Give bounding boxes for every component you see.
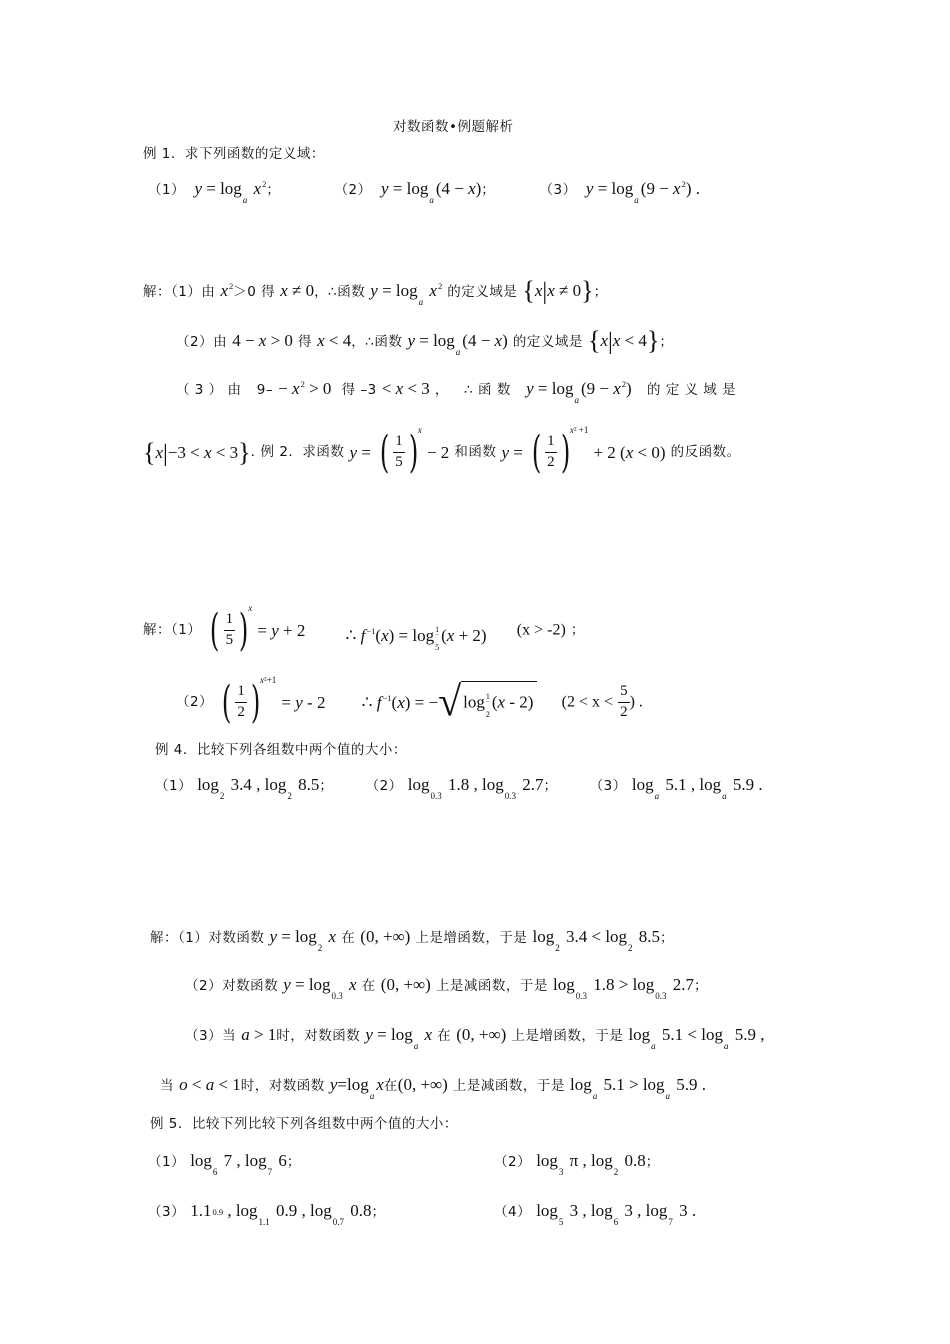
solution-2-line-2: （2） ( $\frac{1}{2}$ )$^{x^2+1}$ = y - 2 ∴ $f^{-1}(x)$ = −√ $\log_{1 ‾ 2}(x - 2) (2 < x$ < $\frac{5}{2}$ ) . xyxy=(176,675,643,728)
example-1-items xyxy=(148,179,700,205)
formula: < x < 3 xyxy=(381,379,430,398)
condition: (2 < x < xyxy=(561,693,613,711)
formula: $y = \log_a(9 - x^2)$ . xyxy=(585,179,700,205)
solution-label: 解：（1）由 xyxy=(143,284,216,300)
text: 9– xyxy=(256,382,274,398)
formula: − $x^2 > 0$ xyxy=(278,379,332,398)
solution-label: 解：（1）对数函数 xyxy=(150,930,265,946)
interval: (0, +∞) xyxy=(456,1025,507,1044)
set-formula: {x|−3 < x < 3} xyxy=(143,437,251,467)
text: （2） xyxy=(176,693,214,710)
text: 的定义域是 xyxy=(512,334,583,350)
text: ； xyxy=(570,621,585,638)
example-5-item-3 xyxy=(148,1201,386,1227)
text: ； xyxy=(593,284,608,300)
page-title: 对数函数•例题解析 xyxy=(393,119,514,135)
text: ，∴函数 xyxy=(314,284,366,300)
solution-4-line-2 xyxy=(185,975,709,1001)
text: 时，对数函数 xyxy=(240,1078,325,1094)
text: 在 xyxy=(361,978,376,994)
solution-1-line-1 xyxy=(143,276,608,307)
text: 的反函数。 xyxy=(670,443,741,460)
text: （3）当 xyxy=(185,1028,237,1044)
item-number: （1） xyxy=(148,182,186,198)
formula: a > 1 xyxy=(241,1025,277,1044)
formula: $y = \log_a x$ xyxy=(365,1025,433,1051)
formula: $\log_3 \pi$ , $\log_2 0.8$； xyxy=(536,1151,660,1177)
formula: $\log_{0.3} 1.8$ , $\log_{0.3} 2.7$； xyxy=(407,775,558,801)
item-number: （3） xyxy=(589,778,627,794)
text: 在 xyxy=(383,1078,398,1094)
formula: ∴ $f^{-1}(x) = \log_{1 ‾ 5}(x + 2)$ xyxy=(345,625,487,652)
formula: y = xyxy=(349,443,371,462)
solution-4-line-3 xyxy=(185,1025,765,1051)
condition: (x > -2) xyxy=(516,621,566,639)
item-number: （2） xyxy=(365,778,403,794)
formula: $y = \log_a(4 - x)$； xyxy=(380,179,496,205)
solution-1-line-3 xyxy=(176,379,737,405)
text: 的定义域是 xyxy=(447,284,518,300)
example-4-heading: 例 4．比较下列各组数中两个值的大小： xyxy=(155,742,407,758)
example-4-items xyxy=(155,775,763,801)
set-formula: {x|x ≠ 0} xyxy=(522,276,594,305)
formula: $y = \log_{0.3} x$ xyxy=(283,975,357,1001)
formula: 4 − x > 0 xyxy=(232,331,293,350)
text: 在 xyxy=(341,930,356,946)
formula: $y = \log_a(9 - x^2)$ xyxy=(526,379,632,405)
formula: $y = \log_a x^2$ xyxy=(370,281,443,307)
example-5-item-4 xyxy=(494,1201,697,1227)
formula: $\log_2 3.4 < \log_2 8.5$； xyxy=(532,927,675,953)
formula: x < 4 xyxy=(317,331,352,350)
text: ＞0 得 xyxy=(233,284,276,300)
text: 得 –3 xyxy=(341,382,377,398)
solution-4-line-4 xyxy=(160,1075,707,1101)
example-2-heading: 例 2．求函数 xyxy=(260,443,345,460)
text: （2）由 xyxy=(176,334,228,350)
item-number: （1） xyxy=(155,778,193,794)
text: ∴ 函 数 xyxy=(464,382,511,398)
formula: $x^2$ xyxy=(220,281,234,300)
formula: $y=\log_ax$ xyxy=(329,1075,384,1101)
formula: x ≠ 0 xyxy=(280,281,315,300)
formula: $\log_6 7$ , $\log_7 6$； xyxy=(190,1151,301,1177)
interval: (0, +∞) xyxy=(360,927,411,946)
formula: o < a < 1 xyxy=(179,1075,241,1094)
solution-4-line-1 xyxy=(150,927,675,953)
formula: $y = \log_a x^2$； xyxy=(194,179,281,205)
solution-label: 解：（1） xyxy=(143,621,202,638)
item-number: （2） xyxy=(334,182,372,198)
text: 时，对数函数 xyxy=(276,1028,361,1044)
example-5-item-2 xyxy=(494,1151,660,1177)
set-formula: {x|x < 4} xyxy=(587,326,660,355)
text: （2）对数函数 xyxy=(185,978,279,994)
text: 上是增函数，于是 xyxy=(415,930,528,946)
item-number: （3） xyxy=(539,182,577,198)
text: ； xyxy=(659,334,674,350)
text: ，∴函数 xyxy=(351,334,403,350)
text: 和函数 xyxy=(454,443,497,460)
formula: $\log_2 3.4$ , $\log_2 8.5$； xyxy=(197,775,334,801)
formula: $y = \log_2 x$ xyxy=(269,927,337,953)
formula: $\log_a 5.1$ , $\log_a 5.9$ . xyxy=(631,775,763,801)
item-number: （3） xyxy=(148,1204,186,1220)
formula: $\log_a 5.1 < \log_a 5.9$ , xyxy=(628,1025,765,1051)
text: 上是增函数，于是 xyxy=(511,1028,624,1044)
solution-2-line-1: 解：（1） ( $\frac{1}{5}$ )$^x$ = y + 2 ∴ $f^{-1}(x) = \log_{1 ‾ 5}(x + 2) (x > -2)$ ； xyxy=(143,603,585,656)
text: （ 3 ） 由 xyxy=(176,382,242,398)
solution-1-line-2 xyxy=(176,326,674,357)
formula: ∴ $f^{-1}(x)$ = − xyxy=(361,693,439,712)
item-number: （4） xyxy=(494,1204,532,1220)
example-5-heading: 例 5．比较下列比较下列各组数中两个值的大小： xyxy=(150,1116,458,1132)
formula: 1.10.9 , $\log_{1.1} 0.9$ , $\log_{0.7} 0.8$； xyxy=(190,1201,386,1227)
text: ， xyxy=(434,382,449,398)
example-1-heading: 例 1．求下列函数的定义域： xyxy=(143,146,325,162)
item-number: （2） xyxy=(494,1154,532,1170)
formula: $\log_a 5.1 > \log_a 5.9$ . xyxy=(570,1075,707,1101)
text: 上是减函数，于是 xyxy=(452,1078,565,1094)
text: 的 定 义 域 是 xyxy=(646,382,737,398)
formula: $\log_{0.3} 1.8 > \log_{0.3} 2.7$； xyxy=(553,975,709,1001)
interval: (0, +∞) xyxy=(380,975,431,994)
text: 当 xyxy=(160,1078,174,1094)
example-5-item-1 xyxy=(148,1151,301,1177)
item-number: （1） xyxy=(148,1154,186,1170)
formula: $y = \log_a(4 - x)$ xyxy=(407,331,508,357)
text: 上是减函数，于是 xyxy=(435,978,548,994)
interval: (0, +∞) xyxy=(397,1075,448,1094)
solution-1-line-4-and-example-2: {x|−3 < x < 3}. 例 2．求函数 y = ( $\frac{1}{5}$ )$^x$ − 2 和函数 y = ( $\frac{1}{2}$ )$^{x^2 +1}$ + 2 (x < 0) 的反函数。 xyxy=(143,425,741,478)
text: 在 xyxy=(437,1028,452,1044)
text: 得 xyxy=(298,334,313,350)
formula: $\log_5 3$ , $\log_6 3$ , $\log_7 3$ . xyxy=(536,1201,697,1227)
formula: y = xyxy=(501,443,523,462)
